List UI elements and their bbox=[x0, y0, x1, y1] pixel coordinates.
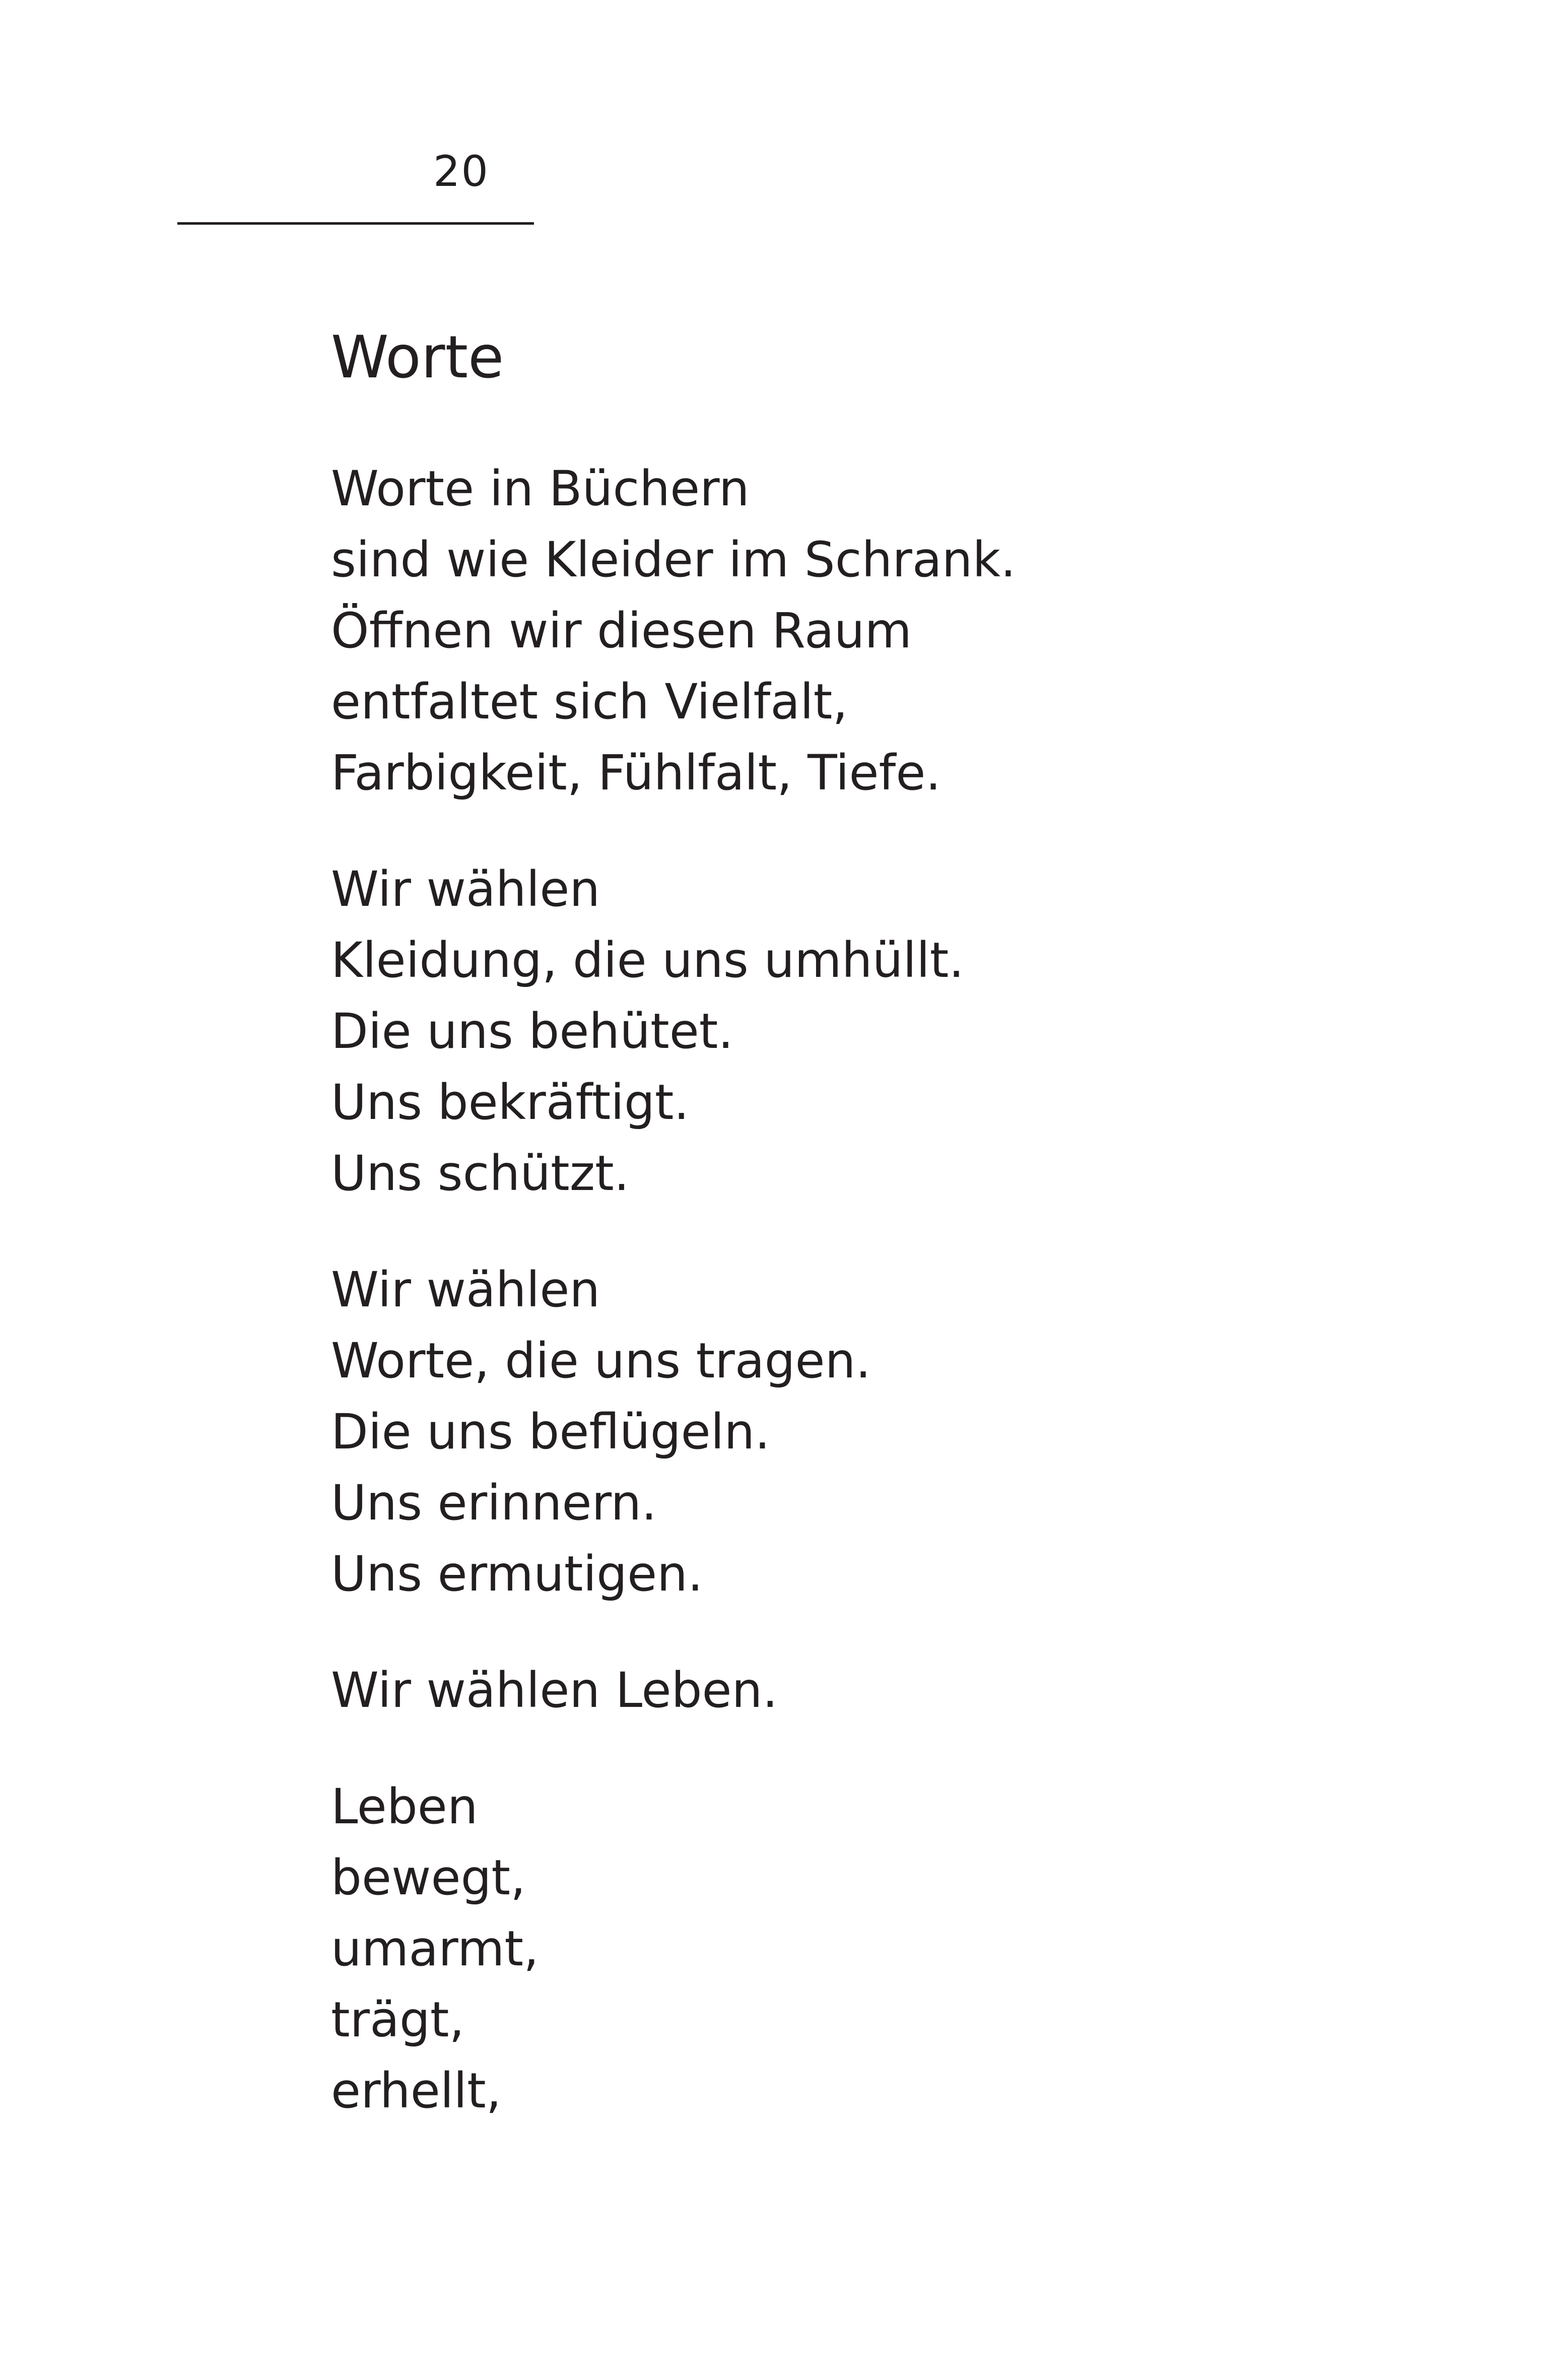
stanza bbox=[331, 854, 1016, 1209]
poem-line: Leben bbox=[331, 1778, 478, 1835]
stanza bbox=[331, 1655, 1016, 1726]
poem-line: Die uns beflügeln. bbox=[331, 1404, 770, 1460]
poem-line: umarmt, bbox=[331, 1921, 539, 1977]
poem-line: Wir wählen bbox=[331, 1262, 600, 1318]
poem-title: Worte bbox=[331, 323, 504, 391]
poem-line: Uns erinnern. bbox=[331, 1475, 657, 1531]
poem-line: entfaltet sich Vielfalt, bbox=[331, 674, 848, 730]
poem-line: sind wie Kleider im Schrank. bbox=[331, 532, 1016, 588]
poem-line: trägt, bbox=[331, 1992, 465, 2048]
poem-line: Wir wählen Leben. bbox=[331, 1662, 778, 1718]
header-rule bbox=[177, 222, 534, 225]
poem-line: Wir wählen bbox=[331, 861, 600, 917]
stanza bbox=[331, 1254, 1016, 1610]
poem-body bbox=[331, 453, 1016, 2172]
poem-line: Uns ermutigen. bbox=[331, 1546, 703, 1602]
stanza bbox=[331, 453, 1016, 809]
poem-line: Kleidung, die uns umhüllt. bbox=[331, 932, 964, 988]
poem-line: Die uns behütet. bbox=[331, 1003, 733, 1060]
page-number: 20 bbox=[433, 147, 489, 196]
poem-line: erhellt, bbox=[331, 2063, 502, 2119]
poem-line: Öffnen wir diesen Raum bbox=[331, 603, 912, 659]
poem-line: Worte, die uns tragen. bbox=[331, 1333, 871, 1389]
poem-line: Worte in Büchern bbox=[331, 460, 750, 517]
stanza bbox=[331, 1771, 1016, 2127]
poem-line: bewegt, bbox=[331, 1849, 526, 1906]
poem-line: Uns bekräftigt. bbox=[331, 1074, 690, 1131]
poem-line: Uns schützt. bbox=[331, 1145, 630, 1202]
poem-line: Farbigkeit, Fühlfalt, Tiefe. bbox=[331, 745, 941, 801]
